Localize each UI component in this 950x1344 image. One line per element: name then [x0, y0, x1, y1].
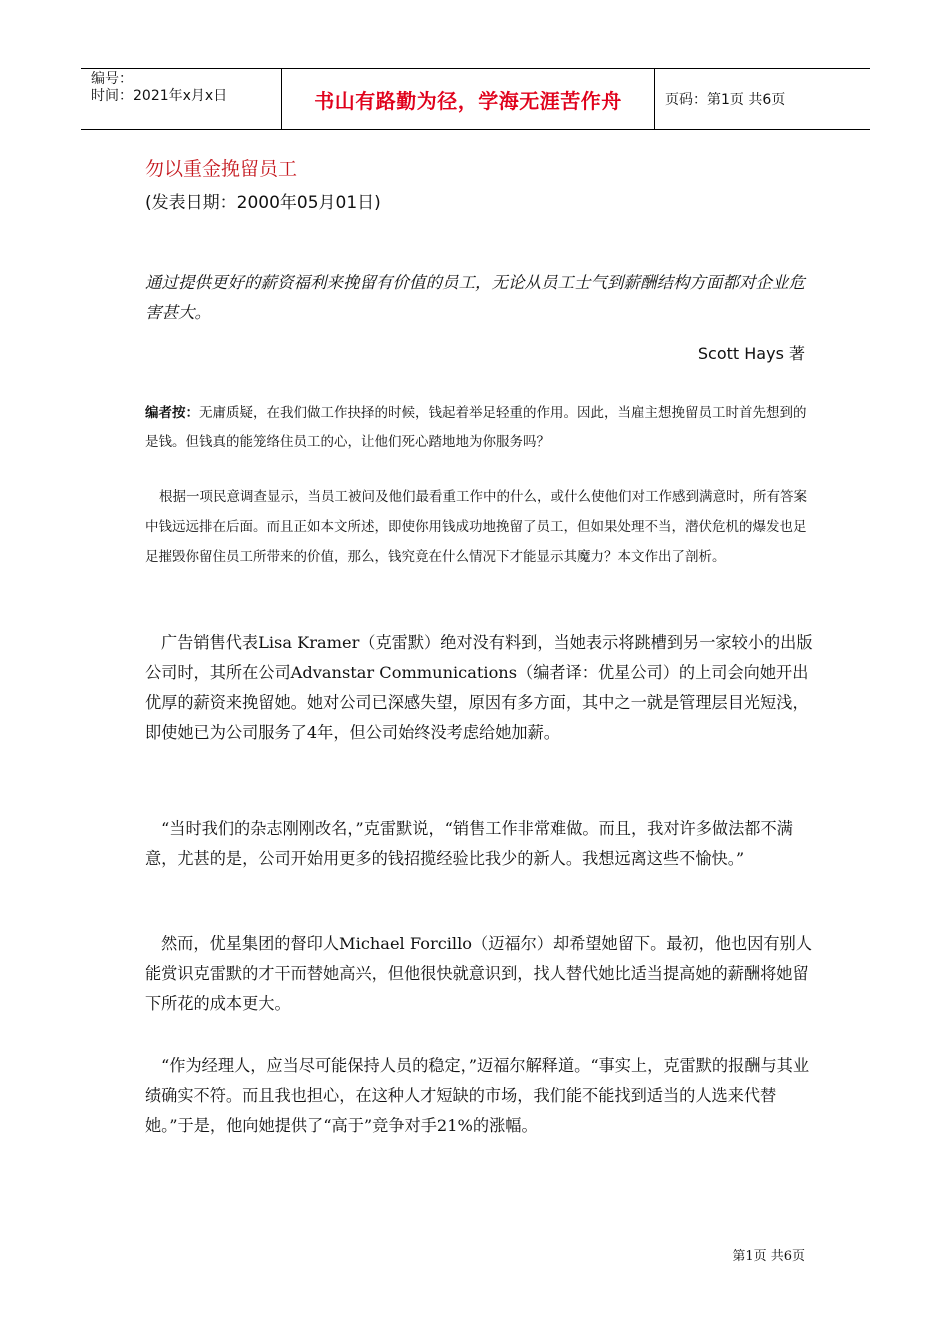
number-label: 编号：	[91, 71, 133, 87]
body-paragraph: 广告销售代表Lisa Kramer（克雷默）绝对没有料到，当她表示将跳槽到另一家较小的出版公司时，其所在公司Advanstar Communications（编者译：优星公司）的上司会向她开出优厚的薪资来挽留她。她对公司已深感失望，原因有多方面，其中之一就是管理层目光短浅，即使她已为公司服务了4年，但公司始终没考虑给她加薪。	[145, 633, 813, 742]
article-title: 勿以重金挽留员工	[145, 158, 298, 180]
page-code: 页码：第1页 共6页	[665, 92, 786, 108]
header-motto-cell	[282, 69, 655, 129]
body-paragraph: “作为经理人，应当尽可能保持人员的稳定，”迈福尔解释道。“事实上，克雷默的报酬与其业绩确实不符。而且我也担心，在这种人才短缺的市场，我们能不能找到适当的人选来代替她。”于是，他向她提供了“高于”竞争对手21%的涨幅。	[145, 1056, 810, 1135]
document-header	[81, 68, 870, 130]
article-summary: 通过提供更好的薪资福利来挽留有价值的员工，无论从员工士气到薪酬结构方面都对企业危害甚大。	[145, 273, 805, 322]
editor-note	[145, 399, 813, 457]
publish-date: (发表日期：2000年05月01日)	[145, 193, 381, 213]
header-meta-cell	[81, 69, 282, 129]
author-byline: Scott Hays 著	[697, 344, 805, 363]
editor-note-label: 编者按：	[145, 405, 199, 421]
header-page-cell	[655, 69, 870, 129]
body-paragraph: “当时我们的杂志刚刚改名，”克雷默说，“销售工作非常难做。而且，我对许多做法都不满意，尤甚的是，公司开始用更多的钱招揽经验比我少的新人。我想远离这些不愉快。”	[145, 819, 793, 868]
editor-note-text: 无庸质疑，在我们做工作抉择的时候，钱起着举足轻重的作用。因此，当雇主想挽留员工时首先想到的是钱。但钱真的能笼络住员工的心，让他们死心踏地地为你服务吗？	[145, 405, 807, 450]
motto-text: 书山有路勤为径，学海无涯苦作舟	[314, 88, 622, 113]
time-label: 时间：2021年x月x日	[91, 88, 228, 104]
intro-paragraph: 根据一项民意调查显示，当员工被问及他们最看重工作中的什么，或什么使他们对工作感到满意时，所有答案中钱远远排在后面。而且正如本文所述，即使你用钱成功地挽留了员工，但如果处理不当，潜伏危机的爆发也足足摧毁你留住员工所带来的价值，那么，钱究竟在什么情况下才能显示其魔力？本文作出了剖析。	[145, 489, 807, 565]
page-footer: 第1页 共6页	[732, 1249, 805, 1264]
body-paragraph: 然而，优星集团的督印人Michael Forcillo（迈福尔）却希望她留下。最初，他也因有别人能赏识克雷默的才干而替她高兴，但他很快就意识到，找人替代她比适当提高她的薪酬将她留下所花的成本更大。	[145, 934, 812, 1013]
